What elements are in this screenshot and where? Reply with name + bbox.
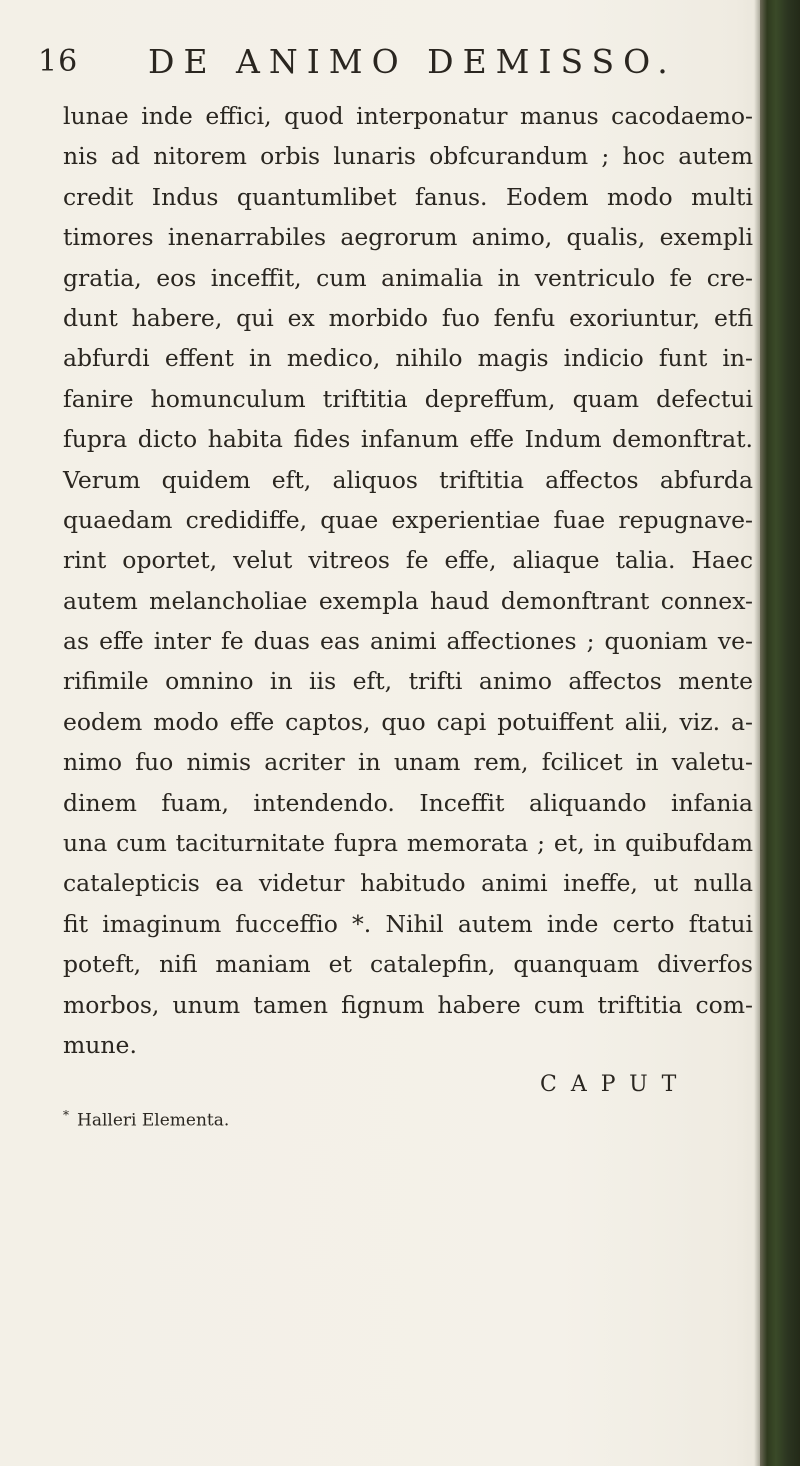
text-line: as effe inter fe duas eas animi affectiones ; quoniam ve- [63, 627, 753, 656]
running-title: DE ANIMO DEMISSO. [148, 42, 677, 81]
text-line: abfurdi effent in medico, nihilo magis indicio funt in- [63, 344, 753, 373]
text-line: catalepticis ea videtur habitudo animi ineffe, ut nulla [63, 869, 753, 898]
text-line: eodem modo effe captos, quo capi potuiffent alii, viz. a- [63, 707, 753, 736]
text-line: fanire homunculum triftitia depreffum, quam defectui [63, 384, 753, 413]
binding-edge [760, 0, 800, 1466]
page-header [38, 34, 738, 94]
catchword: CAPUT [540, 1072, 691, 1097]
text-line: nis ad nitorem orbis lunaris obfcurandum ; hoc autem [63, 142, 753, 171]
text-line: autem melancholiae exempla haud demonftrant connex- [63, 586, 753, 615]
body-text [63, 96, 763, 1065]
text-line: mune. [63, 1030, 137, 1059]
text-line: gratia, eos inceffit, cum animalia in ventriculo fe cre- [63, 263, 753, 292]
footnote-mark: * [63, 1108, 69, 1122]
text-line: dunt habere, qui ex morbido fuo fenfu exoriuntur, etfi [63, 303, 753, 332]
text-line: timores inenarrabiles aegrorum animo, qualis, exempli [63, 223, 753, 252]
text-line: quaedam credidiffe, quae experientiae fuae repugnave- [63, 505, 753, 534]
text-line: Verum quidem eft, aliquos triftitia affectos abfurda [63, 465, 753, 494]
text-line: rint oportet, velut vitreos fe effe, aliaque talia. Haec [63, 546, 753, 575]
text-line: lunae inde effici, quod interponatur manus cacodaemo- [63, 102, 753, 130]
text-line: fit imaginum fucceffio *. Nihil autem inde certo ftatui [63, 909, 753, 938]
text-line: poteft, nifi maniam et catalepfin, quanquam diverfos [63, 950, 753, 979]
text-line: rifimile omnino in iis eft, trifti animo affectos mente [63, 667, 753, 696]
text-line: nimo fuo nimis acriter in unam rem, fcilicet in valetu- [63, 748, 753, 777]
text-line: credit Indus quantumlibet fanus. Eodem modo multi [63, 182, 753, 211]
page-number: 16 [38, 44, 79, 79]
text-line: dinem fuam, intendendo. Inceffit aliquando infania [63, 788, 753, 817]
text-line: fupra dicto habita fides infanum effe Indum demonftrat. [63, 425, 753, 454]
footnote-text: Halleri Elementa. [77, 1110, 230, 1131]
text-line: morbos, unum tamen fignum habere cum triftitia com- [63, 990, 753, 1019]
footnote [63, 1108, 229, 1131]
text-line: una cum taciturnitate fupra memorata ; et, in quibufdam [63, 829, 753, 858]
